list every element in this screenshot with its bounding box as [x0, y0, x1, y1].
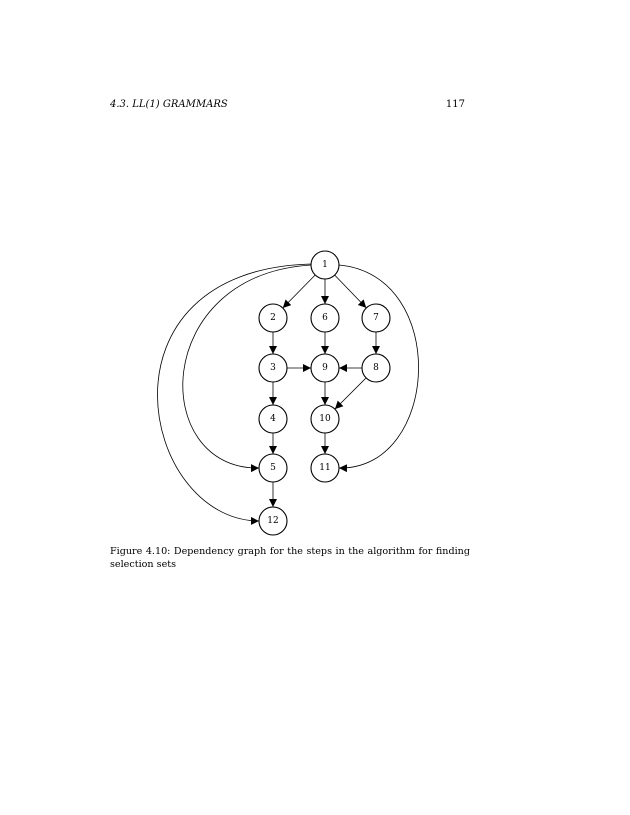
graph-node-9: [311, 354, 339, 382]
graph-node-10: [311, 405, 339, 433]
node-label: 8: [373, 363, 379, 373]
node-label: 9: [322, 363, 328, 373]
node-label: 4: [270, 414, 276, 424]
graph-node-12: [259, 507, 287, 535]
page-number: 117: [445, 99, 465, 110]
edge-1-to-5: [183, 265, 311, 468]
node-label: 3: [270, 363, 276, 373]
edge-1-to-7: [335, 275, 367, 308]
node-label: 7: [373, 313, 379, 323]
node-label: 12: [267, 516, 279, 526]
graph-edges: [157, 264, 418, 521]
edge-8-to-10: [335, 378, 366, 409]
node-label: 11: [319, 463, 331, 473]
node-label: 6: [322, 313, 328, 323]
node-label: 10: [319, 414, 331, 424]
node-label: 1: [322, 260, 328, 270]
graph-node-6: [311, 304, 339, 332]
section-title: 4.3. LL(1) GRAMMARS: [110, 99, 228, 110]
graph-node-1: [311, 251, 339, 279]
figure-caption: Figure 4.10: Dependency graph for the steps in the algorithm for finding selection sets: [110, 546, 470, 570]
node-label: 2: [270, 313, 276, 323]
edge-1-to-2: [283, 275, 315, 308]
graph-node-7: [362, 304, 390, 332]
graph-node-2: [259, 304, 287, 332]
graph-node-4: [259, 405, 287, 433]
graph-node-11: [311, 454, 339, 482]
graph-nodes: [259, 251, 390, 535]
graph-node-8: [362, 354, 390, 382]
node-label: 5: [270, 463, 276, 473]
graph-node-5: [259, 454, 287, 482]
graph-node-3: [259, 354, 287, 382]
